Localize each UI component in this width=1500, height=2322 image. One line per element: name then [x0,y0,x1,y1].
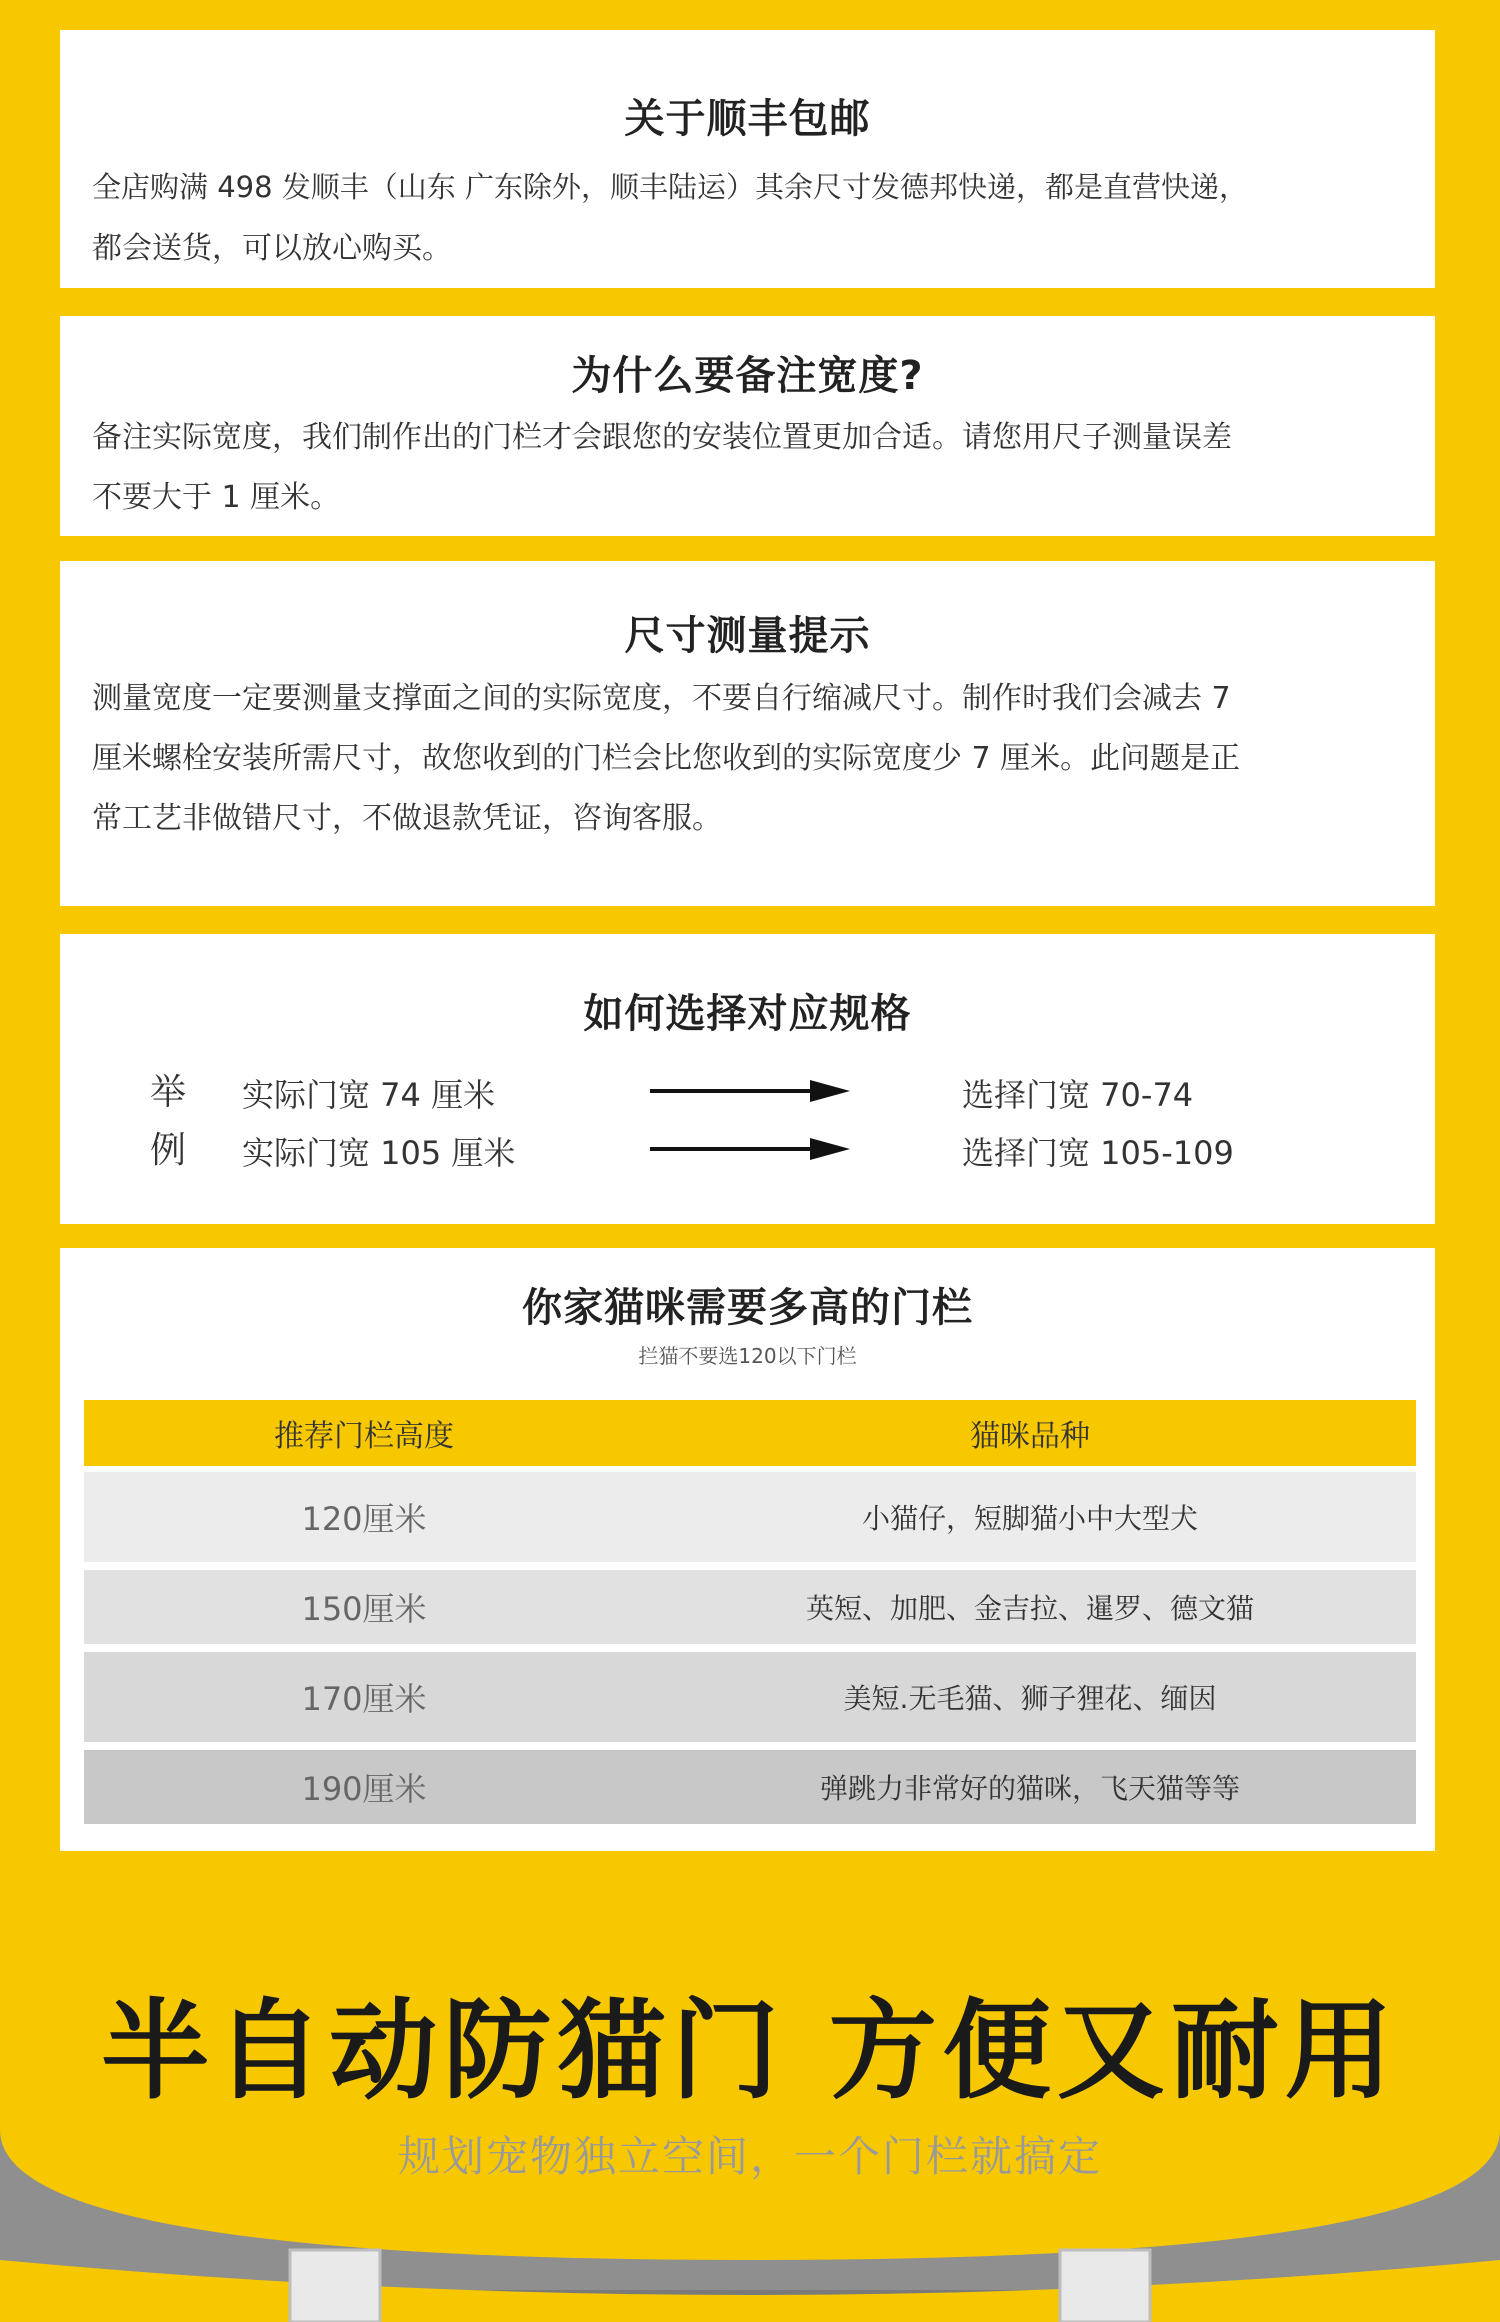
spec-actual-width: 实际门宽 105 厘米 [242,1134,516,1172]
height-table [84,1400,1416,1824]
measure-line-3: 常工艺非做错尺寸，不做退款凭证，咨询客服。 [92,801,722,836]
width-note-line-1: 备注实际宽度，我们制作出的门栏才会跟您的安装位置更加合适。请您用尺子测量误差 [92,420,1232,455]
table-row [84,1652,1416,1742]
measure-line-1: 测量宽度一定要测量支撑面之间的实际宽度，不要自行缩减尺寸。制作时我们会减去 7 [92,681,1231,716]
spec-card [60,934,1435,1224]
table-header-height: 推荐门栏高度 [274,1419,454,1454]
width-note-card [60,316,1435,536]
spec-example-row [60,1120,1435,1178]
spec-example-grid [60,1062,1435,1192]
table-cell-height: 170厘米 [301,1680,427,1718]
measure-title: 尺寸测量提示 [624,613,871,659]
right-arrow-icon [650,1076,850,1106]
width-note-line-2: 不要大于 1 厘米。 [92,480,341,515]
height-table-subtitle: 拦猫不要选120以下门栏 [638,1344,857,1368]
banner-headline: 半自动防猫门 方便又耐用 [101,1989,1399,2114]
width-note-body [60,408,1435,528]
table-row [84,1570,1416,1644]
table-cell-breed: 小猫仔，短脚猫小中大型犬 [861,1502,1198,1535]
shipping-line-1: 全店购满 498 发顺丰（山东 广东除外，顺丰陆运）其余尺寸发德邦快递，都是直营快递， [92,170,1249,204]
table-cell-height: 150厘米 [301,1590,427,1628]
measure-card [60,561,1435,906]
spec-choice-width: 选择门宽 105-109 [962,1134,1234,1172]
spec-title: 如何选择对应规格 [583,991,912,1037]
spec-side-label-1: 举 [150,1072,187,1113]
table-row [84,1750,1416,1824]
width-note-title: 为什么要备注宽度? [571,353,924,399]
shipping-card [60,30,1435,288]
spec-choice-width: 选择门宽 70-74 [962,1076,1194,1114]
right-arrow-icon [650,1134,850,1164]
shipping-line-2: 都会送货，可以放心购买。 [92,231,452,266]
table-cell-height: 190厘米 [301,1770,427,1808]
table-cell-height: 120厘米 [301,1500,427,1538]
table-cell-breed: 弹跳力非常好的猫咪，飞天猫等等 [819,1772,1240,1805]
spec-side-label-2: 例 [150,1130,187,1171]
table-cell-breed: 美短.无毛猫、狮子狸花、缅因 [843,1682,1217,1715]
spec-actual-width: 实际门宽 74 厘米 [242,1076,496,1114]
spec-example-row [60,1062,1435,1120]
table-cell-breed: 英短、加肥、金吉拉、暹罗、德文猫 [805,1592,1254,1625]
height-table-card [60,1248,1435,1851]
measure-line-2: 厘米螺栓安装所需尺寸，故您收到的门栏会比您收到的实际宽度少 7 厘米。此问题是正 [92,741,1241,776]
shipping-body [60,156,1435,280]
table-header-breed: 猫咪品种 [970,1419,1090,1454]
shipping-title: 关于顺丰包邮 [624,96,871,142]
banner-tagline: 规划宠物独立空间，一个门栏就搞定 [397,2132,1102,2181]
table-header-row [84,1400,1416,1466]
table-row [84,1472,1416,1562]
measure-body [60,669,1435,849]
height-table-title: 你家猫咪需要多高的门栏 [522,1285,973,1331]
